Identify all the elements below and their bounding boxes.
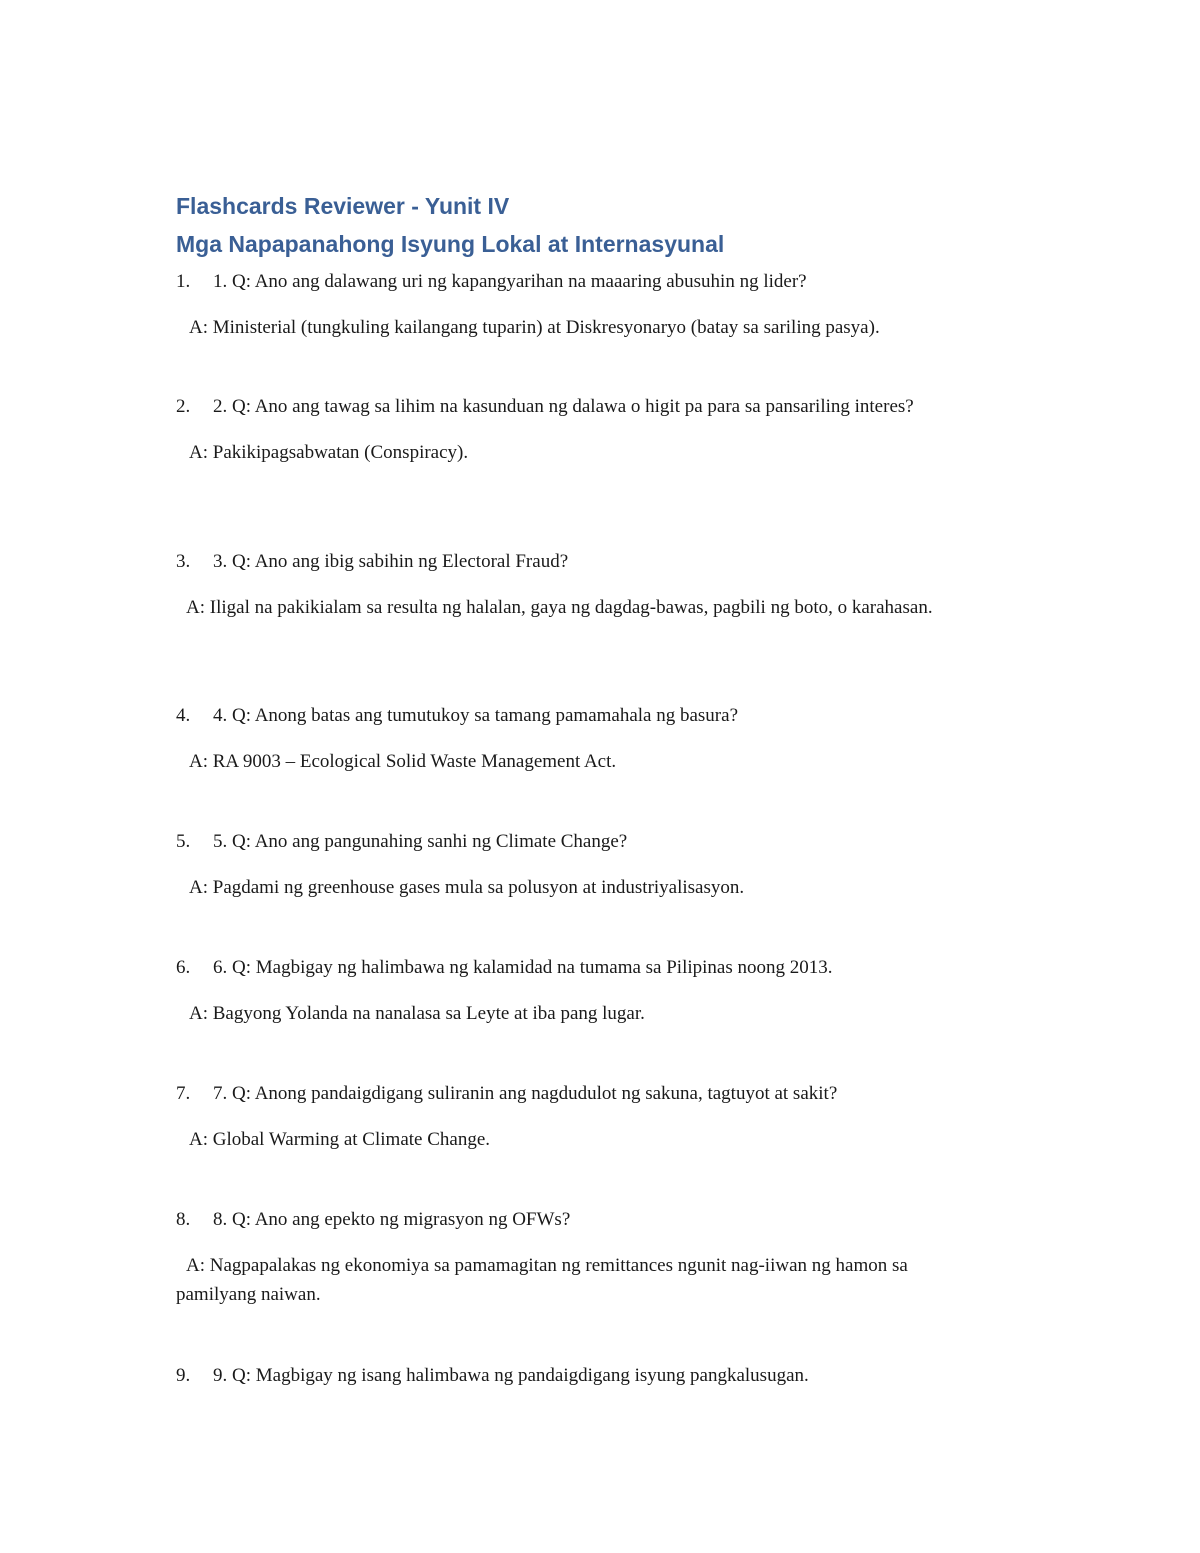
question-text: 3. Q: Ano ang ibig sabihin ng Electoral Fraud? [213, 551, 569, 572]
question-text: 6. Q: Magbigay ng halimbawa ng kalamidad na tumama sa Pilipinas noong 2013. [213, 957, 833, 978]
question [0, 392, 1200, 421]
question [0, 953, 1200, 982]
flashcard-item-3 [0, 547, 1200, 622]
list-number: 7. [176, 1083, 191, 1104]
question [0, 547, 1200, 576]
question-text: 1. Q: Ano ang dalawang uri ng kapangyarihan na maaaring abusuhin ng lider? [213, 271, 807, 292]
answer-text: A: Nagpapalakas ng ekonomiya sa pamamagitan ng remittances ngunit nag-iiwan ng hamon sa pamilyang naiwan. [176, 1255, 908, 1305]
list-number: 8. [176, 1209, 191, 1230]
list-number: 1. [176, 271, 191, 292]
question-text: 9. Q: Magbigay ng isang halimbawa ng pandaigdigang isyung pangkalusugan. [213, 1365, 809, 1386]
flashcard-item-9 [0, 1361, 1200, 1390]
question-text: 7. Q: Anong pandaigdigang suliranin ang nagdudulot ng sakuna, tagtuyot at sakit? [213, 1083, 838, 1104]
question-text: 2. Q: Ano ang tawag sa lihim na kasunduan ng dalawa o higit pa para sa pansariling interes? [213, 396, 914, 417]
list-number: 3. [176, 551, 191, 572]
question-text: 8. Q: Ano ang epekto ng migrasyon ng OFWs? [213, 1209, 571, 1230]
question [0, 1205, 1200, 1234]
list-number: 9. [176, 1365, 191, 1386]
answer-text: A: Bagyong Yolanda na nanalasa sa Leyte at iba pang lugar. [189, 1003, 645, 1024]
question [0, 1361, 1200, 1390]
question-text: 4. Q: Anong batas ang tumutukoy sa tamang pamamahala ng basura? [213, 705, 739, 726]
document-title: Flashcards Reviewer - Yunit IV [176, 193, 510, 219]
document-subtitle: Mga Napapanahong Isyung Lokal at Internasyunal [176, 231, 725, 257]
flashcard-item-7 [0, 1079, 1200, 1154]
answer-text: A: Global Warming at Climate Change. [189, 1129, 491, 1150]
list-number: 5. [176, 831, 191, 852]
question-text: 5. Q: Ano ang pangunahing sanhi ng Climate Change? [213, 831, 628, 852]
flashcard-item-5 [0, 827, 1200, 902]
flashcard-item-6 [0, 953, 1200, 1028]
question [0, 1079, 1200, 1108]
flashcard-item-4 [0, 701, 1200, 776]
list-number: 2. [176, 396, 191, 417]
question [0, 827, 1200, 856]
flashcard-item-8 [0, 1205, 1200, 1309]
flashcard-item-2 [0, 392, 1200, 467]
answer-text: A: Iligal na pakikialam sa resulta ng halalan, gaya ng dagdag-bawas, pagbili ng boto, o karahasan. [186, 597, 933, 618]
answer-text: A: Ministerial (tungkuling kailangang tuparin) at Diskresyonaryo (batay sa sariling pasya). [189, 317, 880, 338]
flashcard-item-1 [0, 267, 1200, 342]
list-number: 4. [176, 705, 191, 726]
list-number: 6. [176, 957, 191, 978]
answer-text: A: Pakikipagsabwatan (Conspiracy). [189, 442, 469, 463]
answer-text: A: Pagdami ng greenhouse gases mula sa polusyon at industriyalisasyon. [189, 877, 745, 898]
question [0, 267, 1200, 296]
answer-text: A: RA 9003 – Ecological Solid Waste Management Act. [189, 751, 617, 772]
question [0, 701, 1200, 730]
